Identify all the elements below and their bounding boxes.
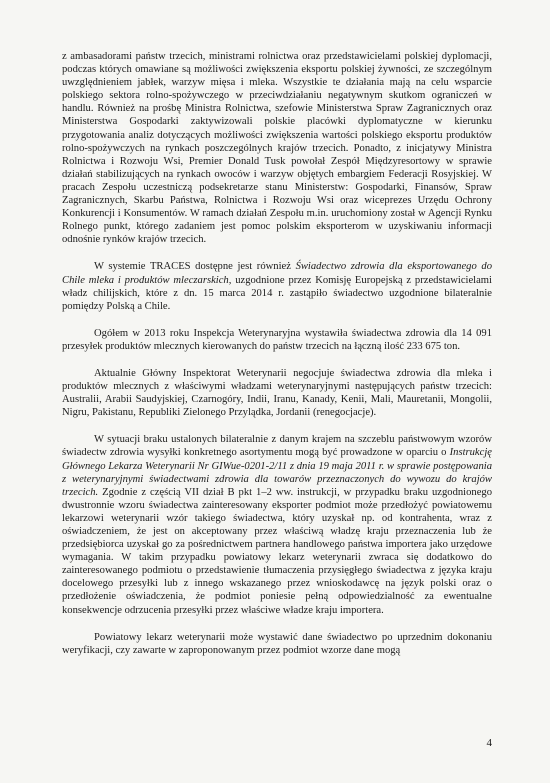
paragraph-text: z ambasadorami państw trzecich, ministrami rolnictwa oraz przedstawicielami polskiej dyplomacji, podczas których omawiane są możliwości zwiększenia eksportu polskiej żywności, ze szczególnym uwzględnieniem jabłek, warzyw mięsa i mleka. Wszystkie te działania mają na celu wsparcie polskiego sektora rolno-spożywczego w przeciwdziałaniu negatywnym skutkom ograniczeń w handlu. Również na prośbę Ministra Rolnictwa, szefowie Ministerstwa Spraw Zagranicznych oraz Ministerstwa Gospodarki zaktywizowali polskie placówki dyplomatyczne w kierunku przygotowania analiz dotyczących możliwości zwiększenia wartości polskiego eksportu produktów rolno-spożywczych na rynkach poszczególnych krajów trzecich. Ponadto, z inicjatywy Ministra Rolnictwa i Rozwoju Wsi, Premier Donald Tusk powołał Zespół Międzyresortowy w sprawie działań stabilizujących na rynkach owoców i warzyw objętych embargiem Federacji Rosyjskiej. W pracach Zespołu uczestniczą podsekretarze stanu Ministerstw: Gospodarki, Finansów, Spraw Zagranicznych, Skarbu Państwa, Rolnictwa i Rozwoju Wsi oraz wiceprezes Urzędu Ochrony Konkurencji i Konsumentów. W ramach działań Zespołu m.in. uruchomiony został w Agencji Rynku Rolnego punkt, którego zadaniem jest pomoc polskim eksporterom w uzyskiwaniu informacji odnośnie rynków krajów trzecich.	[62, 51, 492, 246]
instruction-title-italic: Instrukcję Głównego Lekarza Weterynarii Nr GIWue-0201-2/11 z dnia 19 maja 2011 r. w sprawie postępowania z weterynaryjnymi świadectwami zdrowia dla towarów przeznaczonych do wywozu do krajów trzecich.	[62, 447, 492, 498]
certificate-title-italic: Świadectwo zdrowia dla eksportowanego do Chile mleka i produktów mleczarskich,	[62, 261, 493, 286]
paragraph-negotiations	[62, 367, 492, 419]
paragraph-statistics-2013	[62, 327, 492, 353]
paragraph-text: W sytuacji braku ustalonych bilateralnie z danym krajem na szczeblu państwowym wzorów świadectw zdrowia wysyłki konkretnego asortymentu mogą być prowadzone w oparciu o	[62, 434, 492, 459]
paragraph-verification	[62, 631, 492, 657]
paragraph-text: Ogółem w 2013 roku Inspekcja Weterynaryjna wystawiła świadectwa zdrowia dla 14 091 przesyłek produktów mlecznych kierowanych do państw trzecich na łączną ilość 233 675 ton.	[62, 327, 492, 352]
paragraph-text: Zgodnie z częścią VII dział B pkt 1–2 ww. instrukcji, w przypadku braku uzgodnionego dwustronnie wzoru świadectwa zainteresowany eksporter podmiot może przedłożyć powiatowemu lekarzowi weterynarii wzór takiego świadectwa, który uzyskał np. od kontrahenta, wraz z oświadczeniem, że jest on akceptowany przez właściwą władzę kraju przeznaczenia lub że przedsiębiorca uzyskał go za pośrednictwem partnera handlowego państwa importera jako urzędowe wymagania. W takim przypadku powiatowy lekarz weterynarii zwraca się dodatkowo do zainteresowanego podmiotu o przedstawienie tłumaczenia przysięgłego świadectwa z języka kraju docelowego przesyłki lub z innego wskazanego przez wnioskodawcę na język polski oraz o przedłożenie oświadczenia, że podmiot poniesie pełną odpowiedzialność za ewentualne konsekwencje odrzucenia przesyłki przez właściwe władze kraju importera.	[62, 486, 492, 616]
paragraph-text: uzgodnione przez Komisję Europejską z przedstawicielami władz chilijskich, które z dn. 15 marca 2014 r. zastąpiło świadectwo uzgodnione bilateralnie pomiędzy Polską a Chile.	[62, 274, 492, 312]
paragraph-text: Aktualnie Główny Inspektorat Weterynarii negocjuje świadectwa zdrowia dla mleka i produktów mlecznych z właściwymi władzami weterynaryjnymi następujących państw trzecich: Australii, Arabii Saudyjskiej, Czarnogóry, Indii, Iranu, Kanady, Kenii, Mali, Mauretanii, Mongolii, Nigru, Pakistanu, Republiki Zielonego Przylądka, Jordanii (renegocjacje).	[62, 367, 492, 419]
paragraph-traces-chile	[62, 260, 492, 312]
page-number: 4	[486, 737, 492, 749]
paragraph-ambassadors	[62, 50, 492, 246]
paragraph-bilateral-procedure	[62, 433, 492, 616]
paragraph-text: W systemie TRACES dostępne jest również	[94, 261, 296, 273]
paragraph-text: Powiatowy lekarz weterynarii może wystawić dane świadectwo po uprzednim dokonaniu weryfikacji, czy zawarte w zaproponowanym przez podmiot wzorze dane mogą	[62, 631, 492, 656]
